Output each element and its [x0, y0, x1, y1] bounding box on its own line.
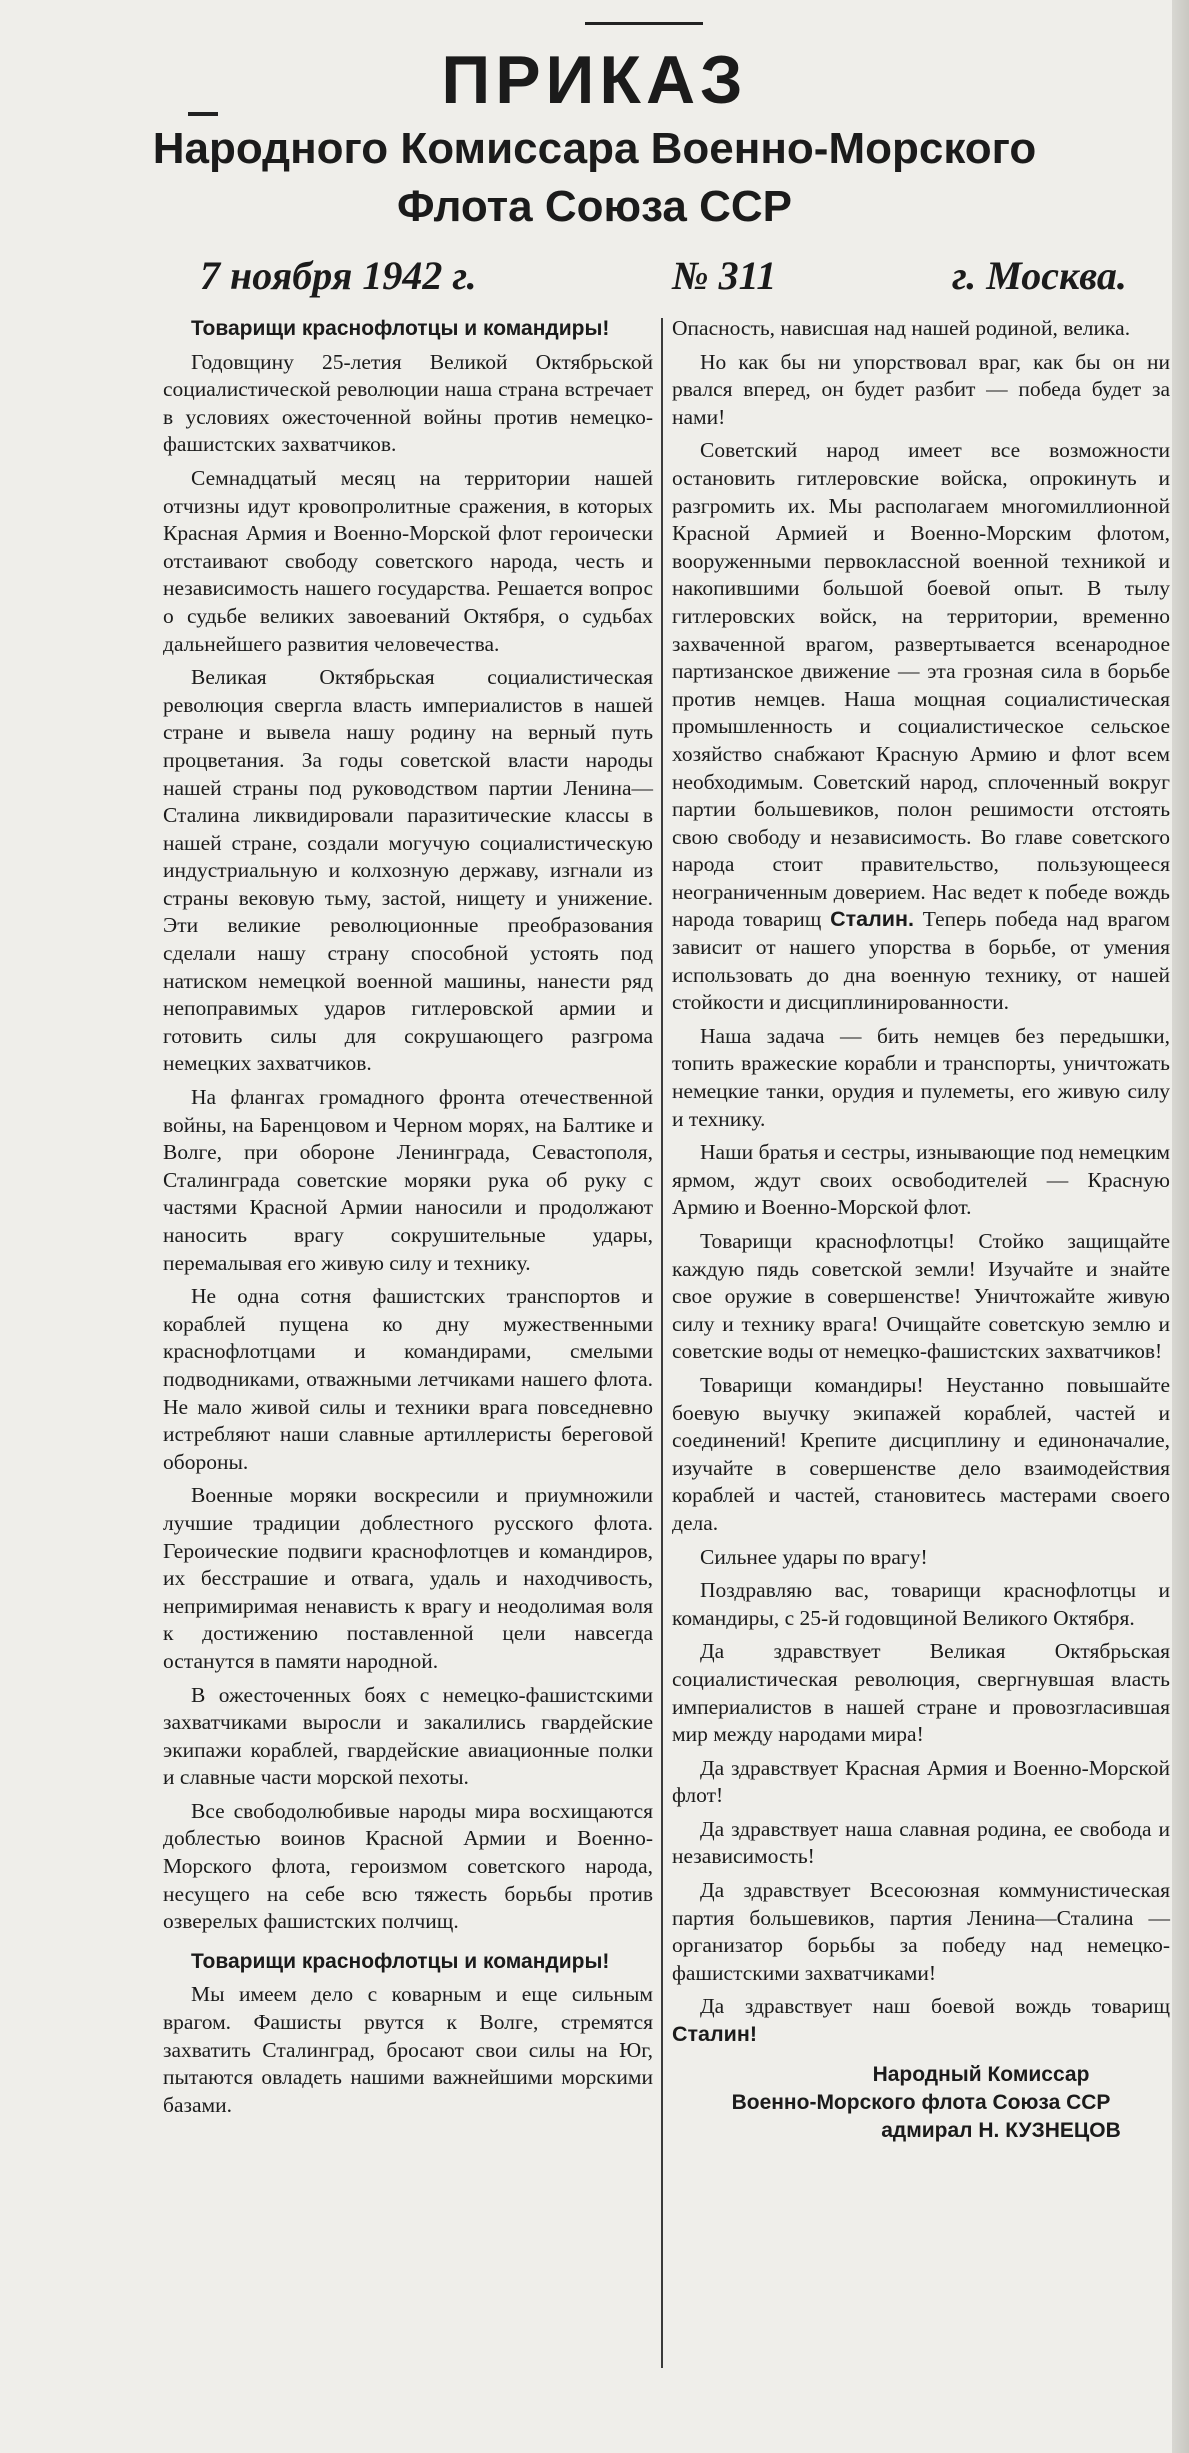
order-place: г. Москва. — [952, 253, 1127, 298]
column-divider — [661, 318, 663, 2368]
paragraph: Да здравствует Красная Армия и Военно-Морской флот! — [672, 1755, 1170, 1808]
order-header — [0, 40, 1189, 236]
subtitle-line1: Народного Комиссара Военно-Морского — [152, 124, 1037, 173]
paragraph: Наши братья и сестры, изнывающие под немецким ярмом, ждут своих освободителей — Красную Армию и Военно-Морской флот. — [672, 1140, 1170, 1220]
paragraph-text: Советский народ имеет все возможности остановить гитлеровские войска, опрокинуть и разгромить их. Мы располагаем многомиллионной Красной Армией и Военно-Морским флотом, вооруженными первоклассной военной техникой и накопившими большой боевой опыт. В тылу гитлеровских войск, на территории, временно захваченной врагом, развертывается всенародное партизанское движение — эта грозная сила в борьбе против немцев. Наша мощная социалистическая промышленность и социалистическое сельское хозяйство снабжают Красную Армию и флот всем необходимым. Советский народ, сплоченный вокруг партии большевиков, полон решимости отстоять свою свободу и независимость. Во главе советского народа стоит правительство, пользующееся неограниченным доверием. Нас ведет к победе вождь народа товарищ — [672, 438, 1170, 932]
signature-name: адмирал Н. КУЗНЕЦОВ — [881, 2118, 1121, 2142]
signature-block — [672, 2061, 1170, 2145]
paragraph-final — [672, 1993, 1170, 2048]
paragraph: Поздравляю вас, товарищи краснофлотцы и командиры, с 25-й годовщиной Великого Октября. — [672, 1578, 1170, 1630]
stalin-name-final: Сталин! — [672, 2022, 758, 2047]
paragraph: Все свободолюбивые народы мира восхищаются доблестью воинов Красной Армии и Военно-Морского флота, героизмом советского народа, несущего на себе всю тяжесть борьбы против озверелых фашистских полчищ. — [163, 1798, 653, 1934]
paragraph-text: Теперь победа над врагом зависит от нашего упорства в борьбе, от умения использовать до дна военную технику, от нашей стойкости и дисциплинированности. — [672, 907, 1171, 1015]
salutation: Товарищи краснофлотцы и командиры! — [191, 317, 610, 340]
header-dash — [188, 112, 218, 116]
paragraph: Да здравствует Великая Октябрьская социалистическая революция, свергнувшая власть империалистов в нашей стране и провозгласившая мир между народами мира! — [672, 1639, 1170, 1747]
paragraph: Опасность, нависшая над нашей родиной, велика. — [672, 316, 1131, 340]
paragraph: Товарищи командиры! Неустанно повышайте боевую выучку экипажей кораблей, частей и соединений! Крепите дисциплину и единоначалие, изучайте в совершенстве дело взаимодействия кораблей и частей, становитесь мастерами своего дела. — [672, 1372, 1170, 1535]
paragraph: Великая Октябрьская социалистическая революция свергла власть империалистов в нашей стране и вывела нашу родину на верный путь процветания. За годы советской власти народы нашей страны под руководством партии Ленина—Сталина ликвидировали паразитические классы в нашей стране, создали могучую социалистическую индустриальную и колхозную державу, изгнали из страны вековую тьму, застой, нищету и унижение. Эти великие революционные преобразования сделали нашу страну способной устоять под натиском немецкой военной машины, нанести ряд непоправимых ударов гитлеровской армии и готовить силы для сокрушающего разгрома немецких захватчиков. — [163, 665, 653, 1076]
paragraph: Товарищи краснофлотцы! Стойко защищайте каждую пядь советской земли! Изучайте и знайте свое оружие в совершенстве! Уничтожайте живую силу и технику врага! Очищайте советскую землю и советские воды от немецко-фашистских захватчиков! — [672, 1229, 1170, 1364]
salutation-second: Товарищи краснофлотцы и командиры! — [191, 1949, 610, 1973]
adjacent-page-edge — [1172, 0, 1189, 2453]
right-column — [672, 315, 1170, 2145]
paragraph: Сильнее удары по врагу! — [700, 1544, 928, 1569]
paragraph: Но как бы ни упорствовал враг, как бы он ни рвался вперед, он будет разбит — победа будет за нами! — [672, 349, 1170, 429]
signature-title: Народный Комиссар — [872, 2062, 1090, 2086]
subtitle-line2: Флота Союза ССР — [397, 182, 792, 231]
paragraph: Да здравствует Всесоюзная коммунистическая партия большевиков, партия Ленина—Сталина — организатор борьбы за победу над немецко-фашистскими захватчиками! — [672, 1878, 1170, 1985]
paragraph: Не одна сотня фашистских транспортов и кораблей пущена ко дну мужественными краснофлотцами и командирами, смелыми подводниками, отважными летчиками нашего флота. Не мало живой силы и техники врага повседневно истребляют наши славные артиллеристы береговой обороны. — [163, 1284, 653, 1474]
paragraph: Военные моряки воскресили и приумножили лучшие традиции доблестного русского флота. Героические подвиги краснофлотцев и командиров, их бесстрашие и отвага, удаль и находчивость, непримиримая ненависть к врагу и неодолимая воля к достижению поставленной цели навсегда останутся в памяти народной. — [163, 1483, 653, 1673]
paragraph: Наша задача — бить немцев без передышки, топить вражеские корабли и транспорты, уничтожать немецкие танки, орудия и пулеметы, его живую силу и технику. — [672, 1023, 1170, 1131]
stalin-name: Сталин. — [830, 907, 914, 932]
paragraph: В ожесточенных боях с немецко-фашистскими захватчиками выросли и закалились гвардейские экипажи кораблей, гвардейские авиационные полки и славные части морской пехоты. — [163, 1682, 653, 1790]
paragraph: Да здравствует наша славная родина, ее свобода и независимость! — [672, 1816, 1170, 1869]
page-title: ПРИКАЗ — [441, 42, 748, 118]
dateline — [0, 252, 1189, 300]
paragraph: Годовщину 25-летия Великой Октябрьской социалистической революции наша страна встречает в условиях ожесточенной войны против немецко-фашистских захватчиков. — [163, 349, 653, 457]
paragraph: Мы имеем дело с коварным и еще сильным врагом. Фашисты рвутся к Волге, стремятся захватить Сталинград, бросают свои силы на Юг, пытаются овладеть нашими важнейшими морскими базами. — [163, 1982, 653, 2117]
signature-office: Военно-Морского флота Союза ССР — [731, 2090, 1111, 2114]
top-rule — [585, 22, 703, 25]
order-date: 7 ноября 1942 г. — [200, 253, 477, 298]
paragraph-with-stalin — [672, 437, 1170, 1016]
left-column — [163, 315, 653, 2125]
order-number: № 311 — [672, 253, 777, 298]
paragraph: На флангах громадного фронта отечественной войны, на Баренцовом и Черном морях, на Балтике и Волге, при обороне Ленинграда, Севастополя, Сталинграда советские моряки рука об руку с частями Красной Армии наносили и продолжают наносить врагу сокрушительные удары, перемалывая его живую силу и технику. — [163, 1085, 653, 1275]
paragraph: Семнадцатый месяц на территории нашей отчизны идут кровопролитные сражения, в которых Красная Армия и Военно-Морской флот героически отстаивают свободу советского народа, честь и независимость нашего государства. Решается вопрос о судьбе великих завоеваний Октября, о судьбах дальнейшего развития человечества. — [163, 465, 653, 656]
paragraph-text: Да здравствует наш боевой вождь товарищ — [700, 1994, 1170, 2019]
